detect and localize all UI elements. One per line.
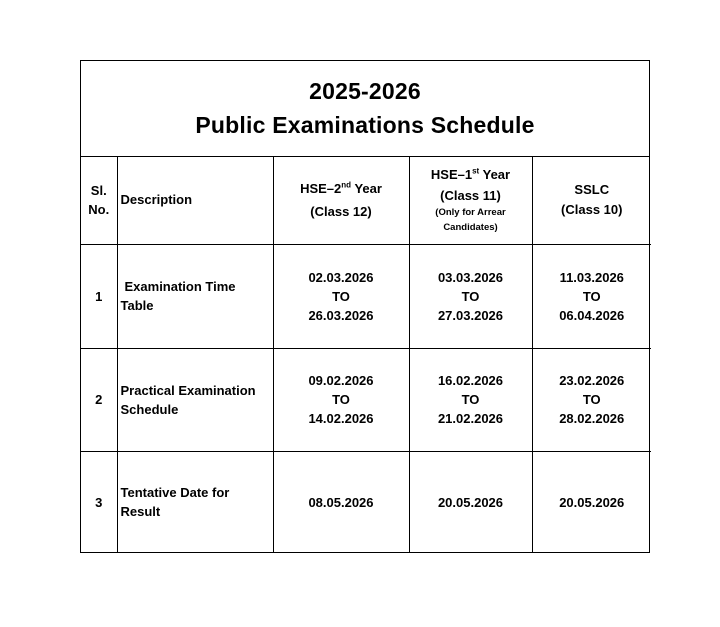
date-end: 06.04.2026 — [559, 307, 625, 323]
title-block — [81, 61, 649, 157]
date-to: TO — [582, 392, 601, 407]
hse2-prefix: HSE–2 — [300, 180, 342, 196]
header-hse1-class: (Class 11) — [440, 187, 501, 203]
row-hse2-date: 08.05.2026 — [273, 451, 409, 553]
hse2-suffix: Year — [351, 180, 382, 196]
schedule-table — [81, 156, 651, 553]
header-sl-no — [81, 156, 117, 244]
schedule-document — [80, 60, 650, 553]
row-hse2-dates — [273, 244, 409, 348]
row-hse1-date: 20.05.2026 — [409, 451, 532, 553]
table-header-row — [81, 156, 651, 244]
header-hse2-title — [274, 179, 409, 198]
date-end: 21.02.2026 — [437, 411, 504, 426]
date-end: 27.03.2026 — [437, 307, 504, 323]
row-hse2-dates — [273, 348, 409, 451]
date-end: 14.02.2026 — [308, 411, 374, 426]
date-to: TO — [332, 392, 350, 407]
row-sl: 1 — [81, 244, 117, 348]
row-hse1-dates — [409, 244, 532, 348]
row-desc-line1: Tentative Date for — [120, 485, 230, 501]
header-hse1-note-line2: Candidates) — [443, 221, 498, 233]
hse2-sup: nd — [341, 180, 352, 190]
date-to: TO — [332, 288, 350, 304]
row-description — [117, 244, 273, 348]
date-start: 02.03.2026 — [308, 269, 374, 285]
row-desc-line2: Table — [120, 298, 154, 313]
table-row — [81, 348, 651, 451]
row-desc-line2: Result — [120, 504, 161, 520]
row-sl: 2 — [81, 348, 117, 451]
header-hse1-note-line1: (Only for Arrear — [435, 206, 506, 218]
date-start: 03.03.2026 — [437, 269, 504, 285]
row-sslc-dates — [532, 244, 651, 348]
header-hse1 — [409, 156, 532, 244]
page-title: Public Examinations Schedule — [195, 112, 535, 138]
header-hse2 — [273, 156, 409, 244]
date-end: 26.03.2026 — [308, 307, 374, 323]
row-desc-line1: Practical Examination — [120, 382, 256, 398]
header-sslc-class: (Class 10) — [561, 202, 623, 218]
date-to: TO — [582, 288, 601, 304]
row-desc-line2: Schedule — [120, 401, 179, 417]
table-row — [81, 244, 651, 348]
row-description — [117, 451, 273, 553]
row-desc-line1: Examination Time — [124, 279, 236, 294]
table-row — [81, 451, 651, 553]
header-sl-line1: Sl. — [90, 182, 107, 198]
header-hse2-class: (Class 12) — [310, 203, 372, 219]
date-start: 09.02.2026 — [308, 373, 374, 388]
date-start: 16.02.2026 — [437, 373, 504, 388]
date-start: 23.02.2026 — [559, 373, 625, 388]
row-hse1-dates — [409, 348, 532, 451]
date-to: TO — [461, 288, 480, 304]
date-start: 11.03.2026 — [559, 269, 624, 285]
hse1-suffix: Year — [479, 166, 511, 182]
title-year: 2025-2026 — [309, 78, 421, 104]
hse1-sup: st — [472, 166, 480, 176]
hse1-prefix: HSE–1 — [430, 166, 473, 182]
date-to: TO — [461, 392, 480, 407]
header-sl-line2: No. — [88, 201, 110, 217]
header-hse1-title — [410, 165, 532, 184]
row-sl: 3 — [81, 451, 117, 553]
header-sslc-title: SSLC — [574, 182, 610, 198]
header-description: Description — [117, 156, 273, 244]
header-sslc — [532, 156, 651, 244]
date-end: 28.02.2026 — [559, 411, 625, 426]
row-sslc-dates — [532, 348, 651, 451]
row-description — [117, 348, 273, 451]
row-sslc-date: 20.05.2026 — [532, 451, 651, 553]
